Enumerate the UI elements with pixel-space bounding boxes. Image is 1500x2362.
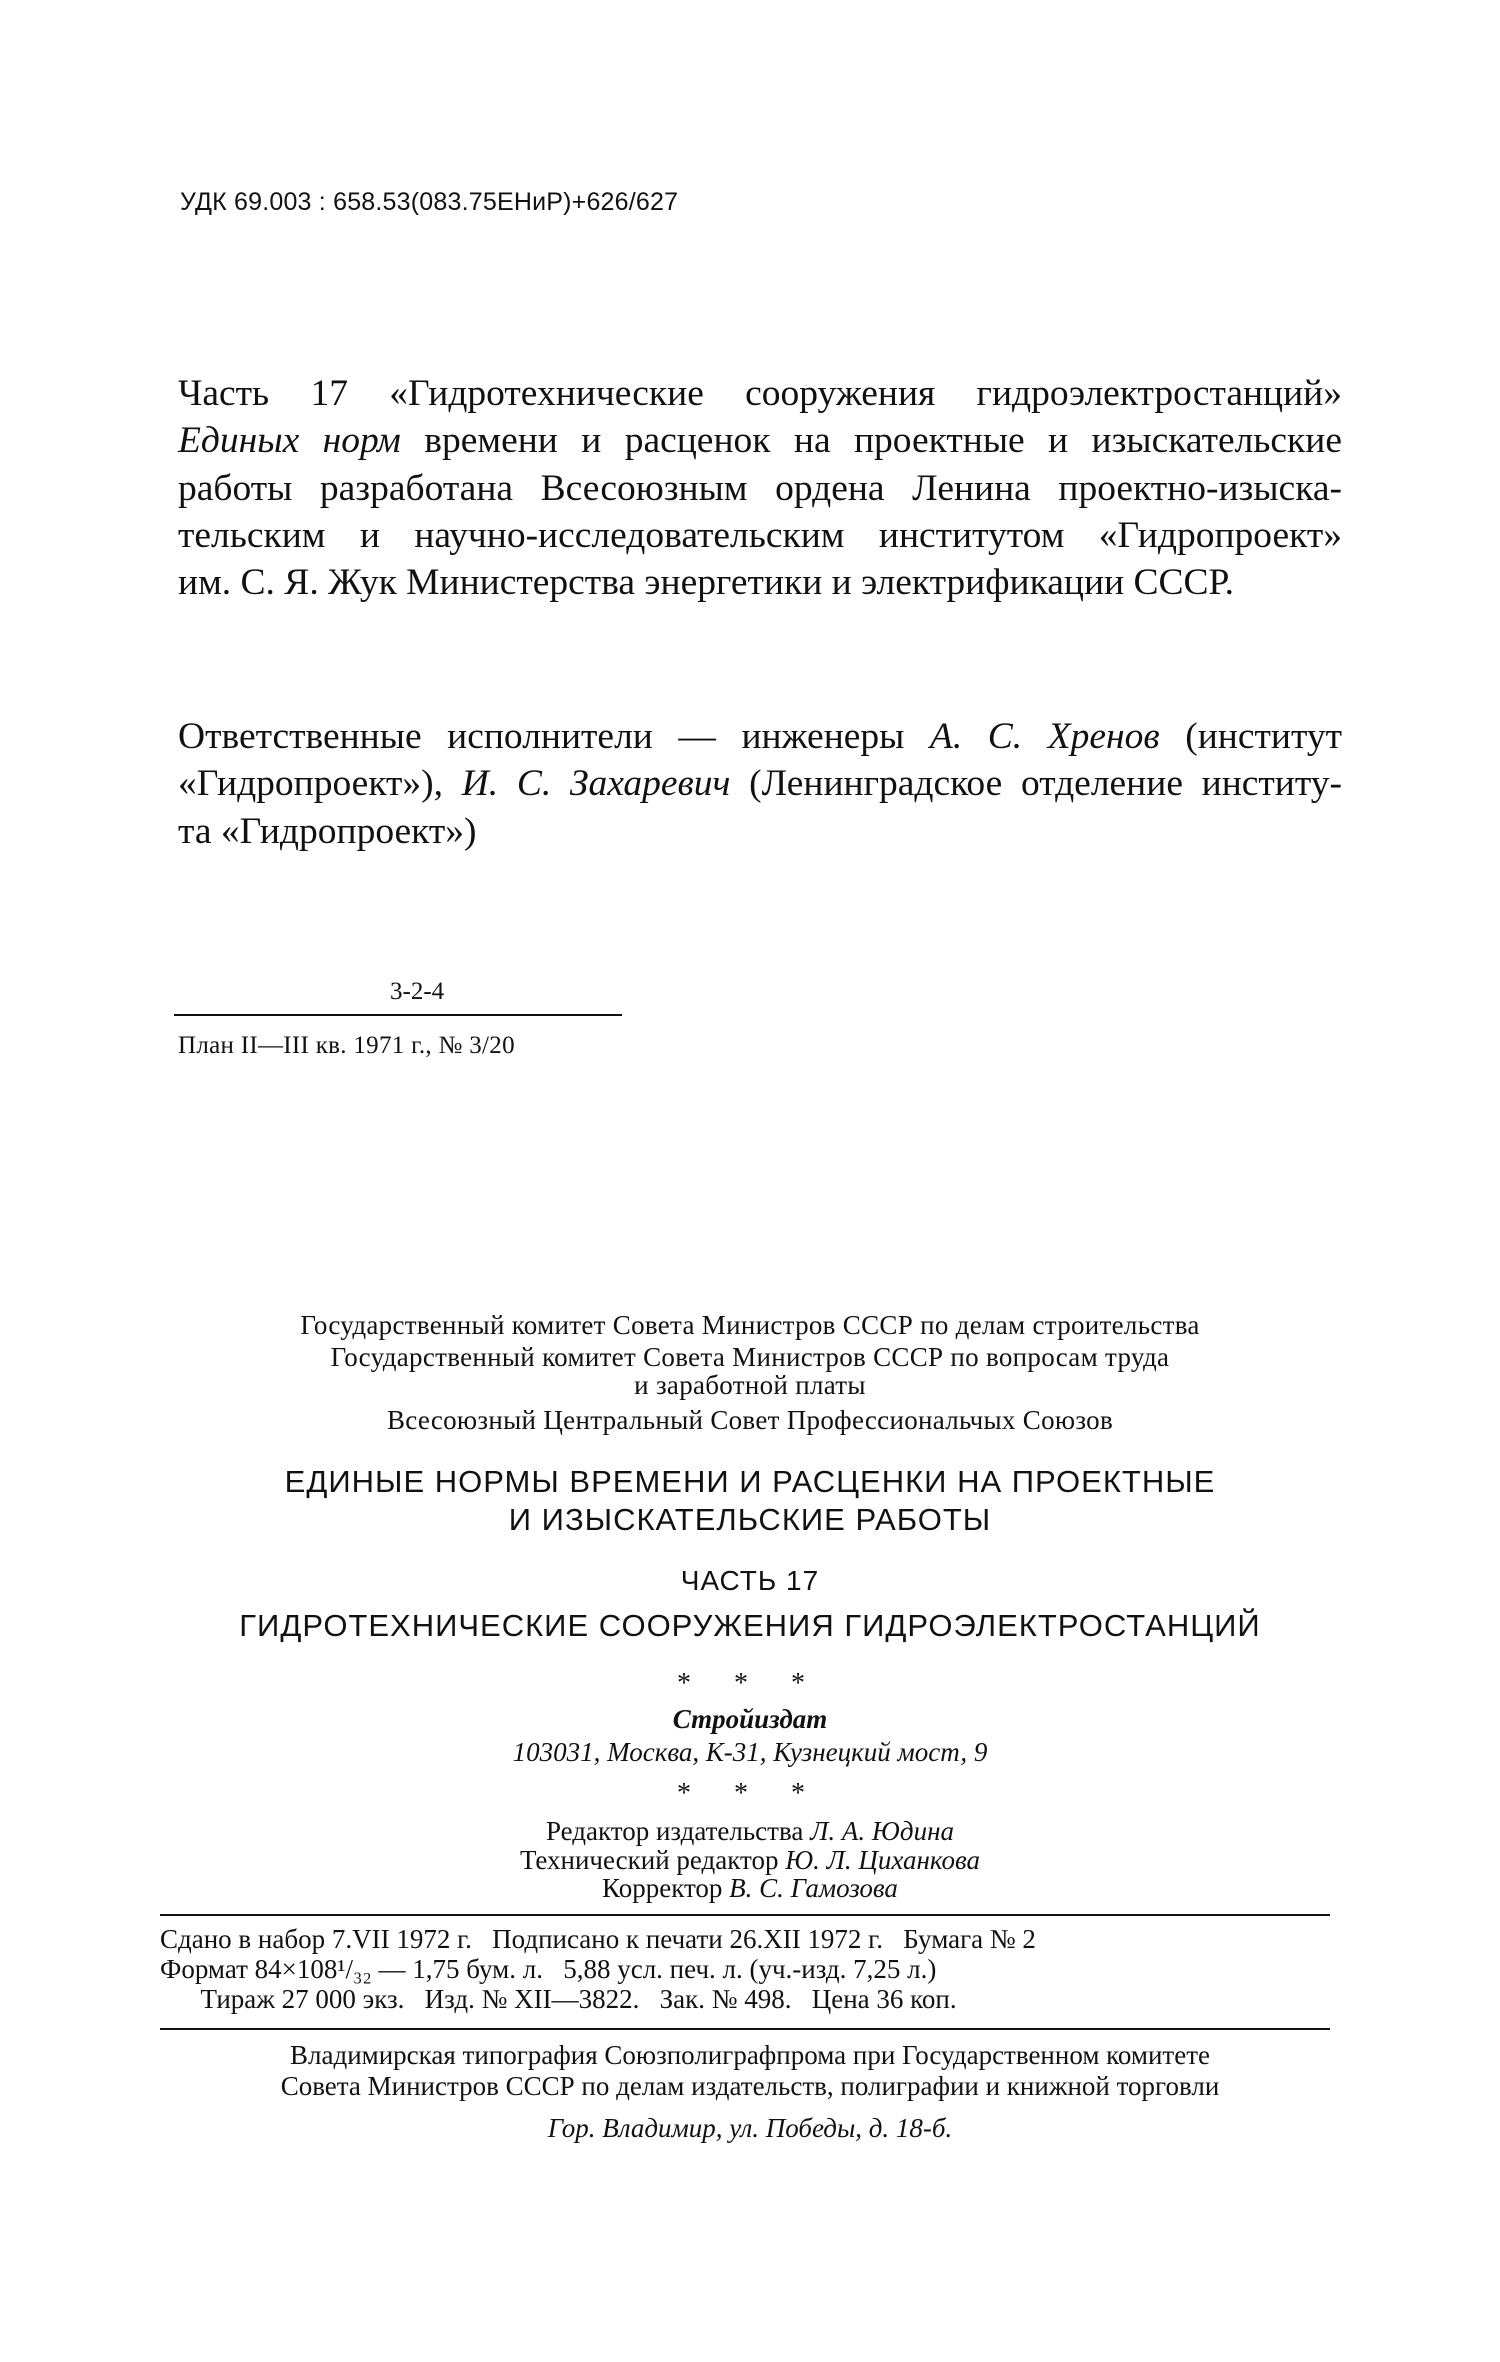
editor-name: В. С. Гамозова bbox=[729, 1873, 898, 1903]
executors-text: (институт bbox=[1159, 716, 1342, 757]
publisher-address: 103031, Москва, К-31, Кузнецкий мост, 9 bbox=[512, 1737, 988, 1767]
imprint-block bbox=[160, 1924, 1330, 2014]
editor-name: Ю. Л. Циханкова bbox=[785, 1845, 981, 1875]
doc-title-line: И ИЗЫСКАТЕЛЬСКИЕ РАБОТЫ bbox=[508, 1502, 992, 1537]
executors-text: (Ленинградское отделение институ- bbox=[730, 763, 1343, 805]
publication-code: 3-2-4 bbox=[390, 978, 445, 1005]
executors-line: та «Гидропроект») bbox=[178, 810, 477, 852]
divider bbox=[160, 1914, 1330, 1916]
executor-name: И. С. Захаревич bbox=[461, 763, 731, 805]
executors-paragraph bbox=[178, 713, 1342, 855]
publisher-name: Стройиздат bbox=[672, 1704, 828, 1734]
editor-name: Л. А. Юдина bbox=[810, 1816, 954, 1846]
imprint-row: Тираж 27 000 экз. Изд. № XII—3822. Зак. № 498. Цена 36 коп. bbox=[160, 1984, 957, 2014]
printer-line: Совета Министров СССР по делам издательств, полиграфии и книжной торговли bbox=[280, 2071, 1220, 2101]
part-number: ЧАСТЬ 17 bbox=[680, 1565, 820, 1596]
intro-line: работы разработана Всесоюзным ордена Ленина проектно-изыска- bbox=[178, 467, 1342, 509]
separator-stars: * * * bbox=[677, 1778, 823, 1809]
executors-text: «Гидропроект»), bbox=[178, 763, 462, 805]
editor-role: Технический редактор bbox=[519, 1845, 786, 1875]
org-line: Государственный комитет Совета Министров СССР по делам строительства bbox=[300, 1310, 1200, 1340]
editor-line bbox=[150, 1873, 1350, 1903]
editor-line bbox=[150, 1845, 1350, 1875]
divider bbox=[160, 2028, 1330, 2030]
executors-text: Ответственные исполнители — инженеры bbox=[178, 716, 930, 757]
doc-subtitle: ГИДРОТЕХНИЧЕСКИЕ СООРУЖЕНИЯ ГИДРОЭЛЕКТРОСТАНЦИЙ bbox=[239, 1608, 1261, 1643]
org-line: и заработной платы bbox=[634, 1370, 866, 1400]
intro-line: Часть 17 «Гидротехнические сооружения гидроэлектростанций» bbox=[178, 373, 1342, 414]
org-line: Государственный комитет Совета Министров СССР по вопросам труда bbox=[330, 1342, 1170, 1372]
executors-line bbox=[178, 713, 1342, 760]
editor-role: Редактор издательства bbox=[546, 1816, 811, 1846]
org-line: Всесоюзный Центральный Совет Профессиональчых Союзов bbox=[386, 1405, 1114, 1435]
intro-line: им. С. Я. Жук Министерства энергетики и электрификации СССР. bbox=[178, 562, 1235, 603]
intro-line bbox=[178, 417, 1342, 464]
intro-line: тельским и научно-исследовательским институтом «Гидропроект» bbox=[178, 514, 1342, 556]
doc-title-line: ЕДИНЫЕ НОРМЫ ВРЕМЕНИ И РАСЦЕНКИ НА ПРОЕКТНЫЕ bbox=[284, 1464, 1216, 1499]
intro-text: времени и расценок на проектные и изыскательские bbox=[400, 420, 1342, 462]
divider bbox=[174, 1014, 622, 1016]
executor-name: А. С. Хренов bbox=[929, 716, 1160, 757]
printer-address: Гор. Владимир, ул. Победы, д. 18-б. bbox=[547, 2113, 953, 2143]
editor-role: Корректор bbox=[602, 1873, 730, 1903]
imprint-row: Формат 84×108¹/₃₂ — 1,75 бум. л. 5,88 усл. печ. л. (уч.-изд. 7,25 л.) bbox=[160, 1954, 937, 1984]
imprint-row: Сдано в набор 7.VII 1972 г. Подписано к печати 26.XII 1972 г. Бумага № 2 bbox=[160, 1924, 1036, 1954]
plan-line: План II—III кв. 1971 г., № 3/20 bbox=[178, 1032, 515, 1059]
intro-italic: Единых норм bbox=[178, 420, 401, 462]
executors-line bbox=[178, 760, 1342, 807]
separator-stars: * * * bbox=[677, 1668, 823, 1699]
editor-line bbox=[150, 1816, 1350, 1846]
intro-paragraph bbox=[178, 370, 1342, 606]
udk-code: УДК 69.003 : 658.53(083.75ЕНиР)+626/627 bbox=[180, 188, 679, 216]
printer-line: Владимирская типография Союзполиграфпрома при Государственном комитете bbox=[289, 2040, 1210, 2070]
